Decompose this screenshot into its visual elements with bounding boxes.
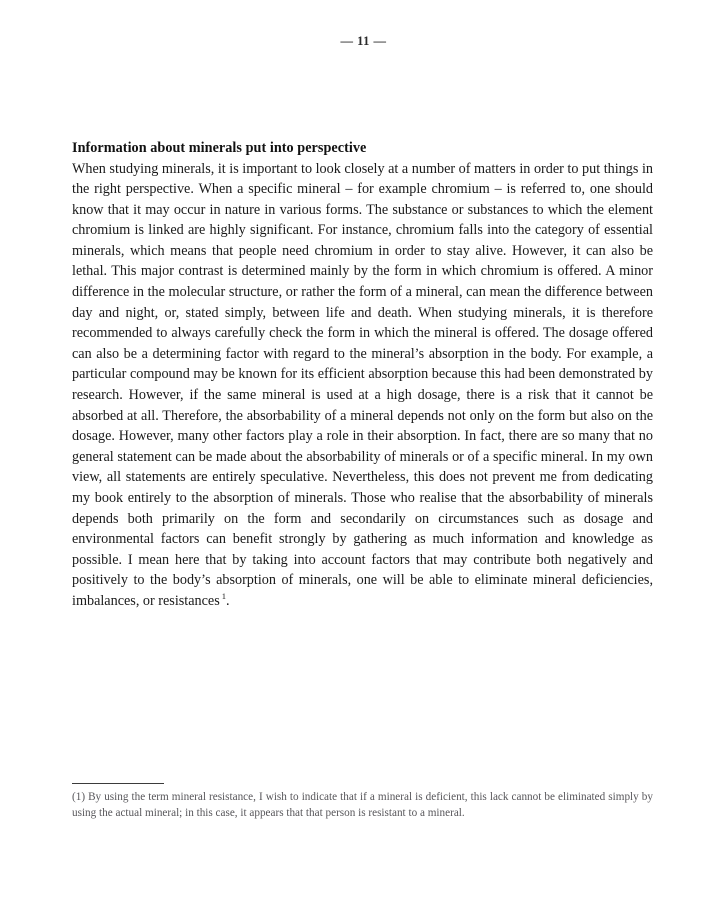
article-content xyxy=(72,138,653,612)
footnote-area xyxy=(72,783,653,821)
body-paragraph-terminator: . xyxy=(226,592,230,609)
page-number: — 11 — xyxy=(340,34,387,48)
section-heading: Information about minerals put into perspective xyxy=(72,140,367,156)
body-paragraph xyxy=(72,159,653,612)
footnote-separator-rule xyxy=(72,783,164,784)
footnote-text: (1) By using the term mineral resistance, I wish to indicate that if a mineral is deficient, this lack cannot be eliminated simply by using the actual mineral; in this case, it appears that that person is resistant to a mineral. xyxy=(72,791,653,819)
body-paragraph-text: When studying minerals, it is important to look closely at a number of matters in order to put things in the right perspective. When a specific mineral – for example chromium – is referred to, one should know that it may occur in nature in various forms. The substance or substances to which the element chromium is linked are highly significant. For instance, chromium falls into the category of essential minerals, which means that people need chromium in order to stay alive. However, it can also be lethal. This major contrast is determined mainly by the form in which chromium is offered. A minor difference in the molecular structure, or rather the form of a mineral, can mean the difference between day and night, or, stated simply, between life and death. When studying minerals, it is therefore recommended to always carefully check the form in which the mineral is offered. The dosage offered can also be a determining factor with regard to the mineral’s absorption in the body. For example, a particular compound may be known for its efficient absorption because this had been demonstrated by research. However, if the same mineral is used at a high dosage, there is a risk that it cannot be absorbed at all. Therefore, the absorbability of a mineral depends not only on the form but also on the dosage. However, many other factors play a role in their absorption. In fact, there are so many that no general statement can be made about the absorbability of minerals or of a specific mineral. In my own view, all statements are entirely speculative. Nevertheless, this does not prevent me from dedicating my book entirely to the absorption of minerals. Those who realise that the absorbability of minerals depends both primarily on the form and secondarily on circumstances such as dosage and environmental factors can benefit strongly by gathering as much information and knowledge as possible. I mean here that by taking into account factors that may contribute both negatively and positively to the body’s absorption of minerals, one will be able to eliminate mineral deficiencies, imbalances, or resistances xyxy=(72,160,653,609)
footnote-reference-marker[interactable]: 1 xyxy=(221,591,227,602)
